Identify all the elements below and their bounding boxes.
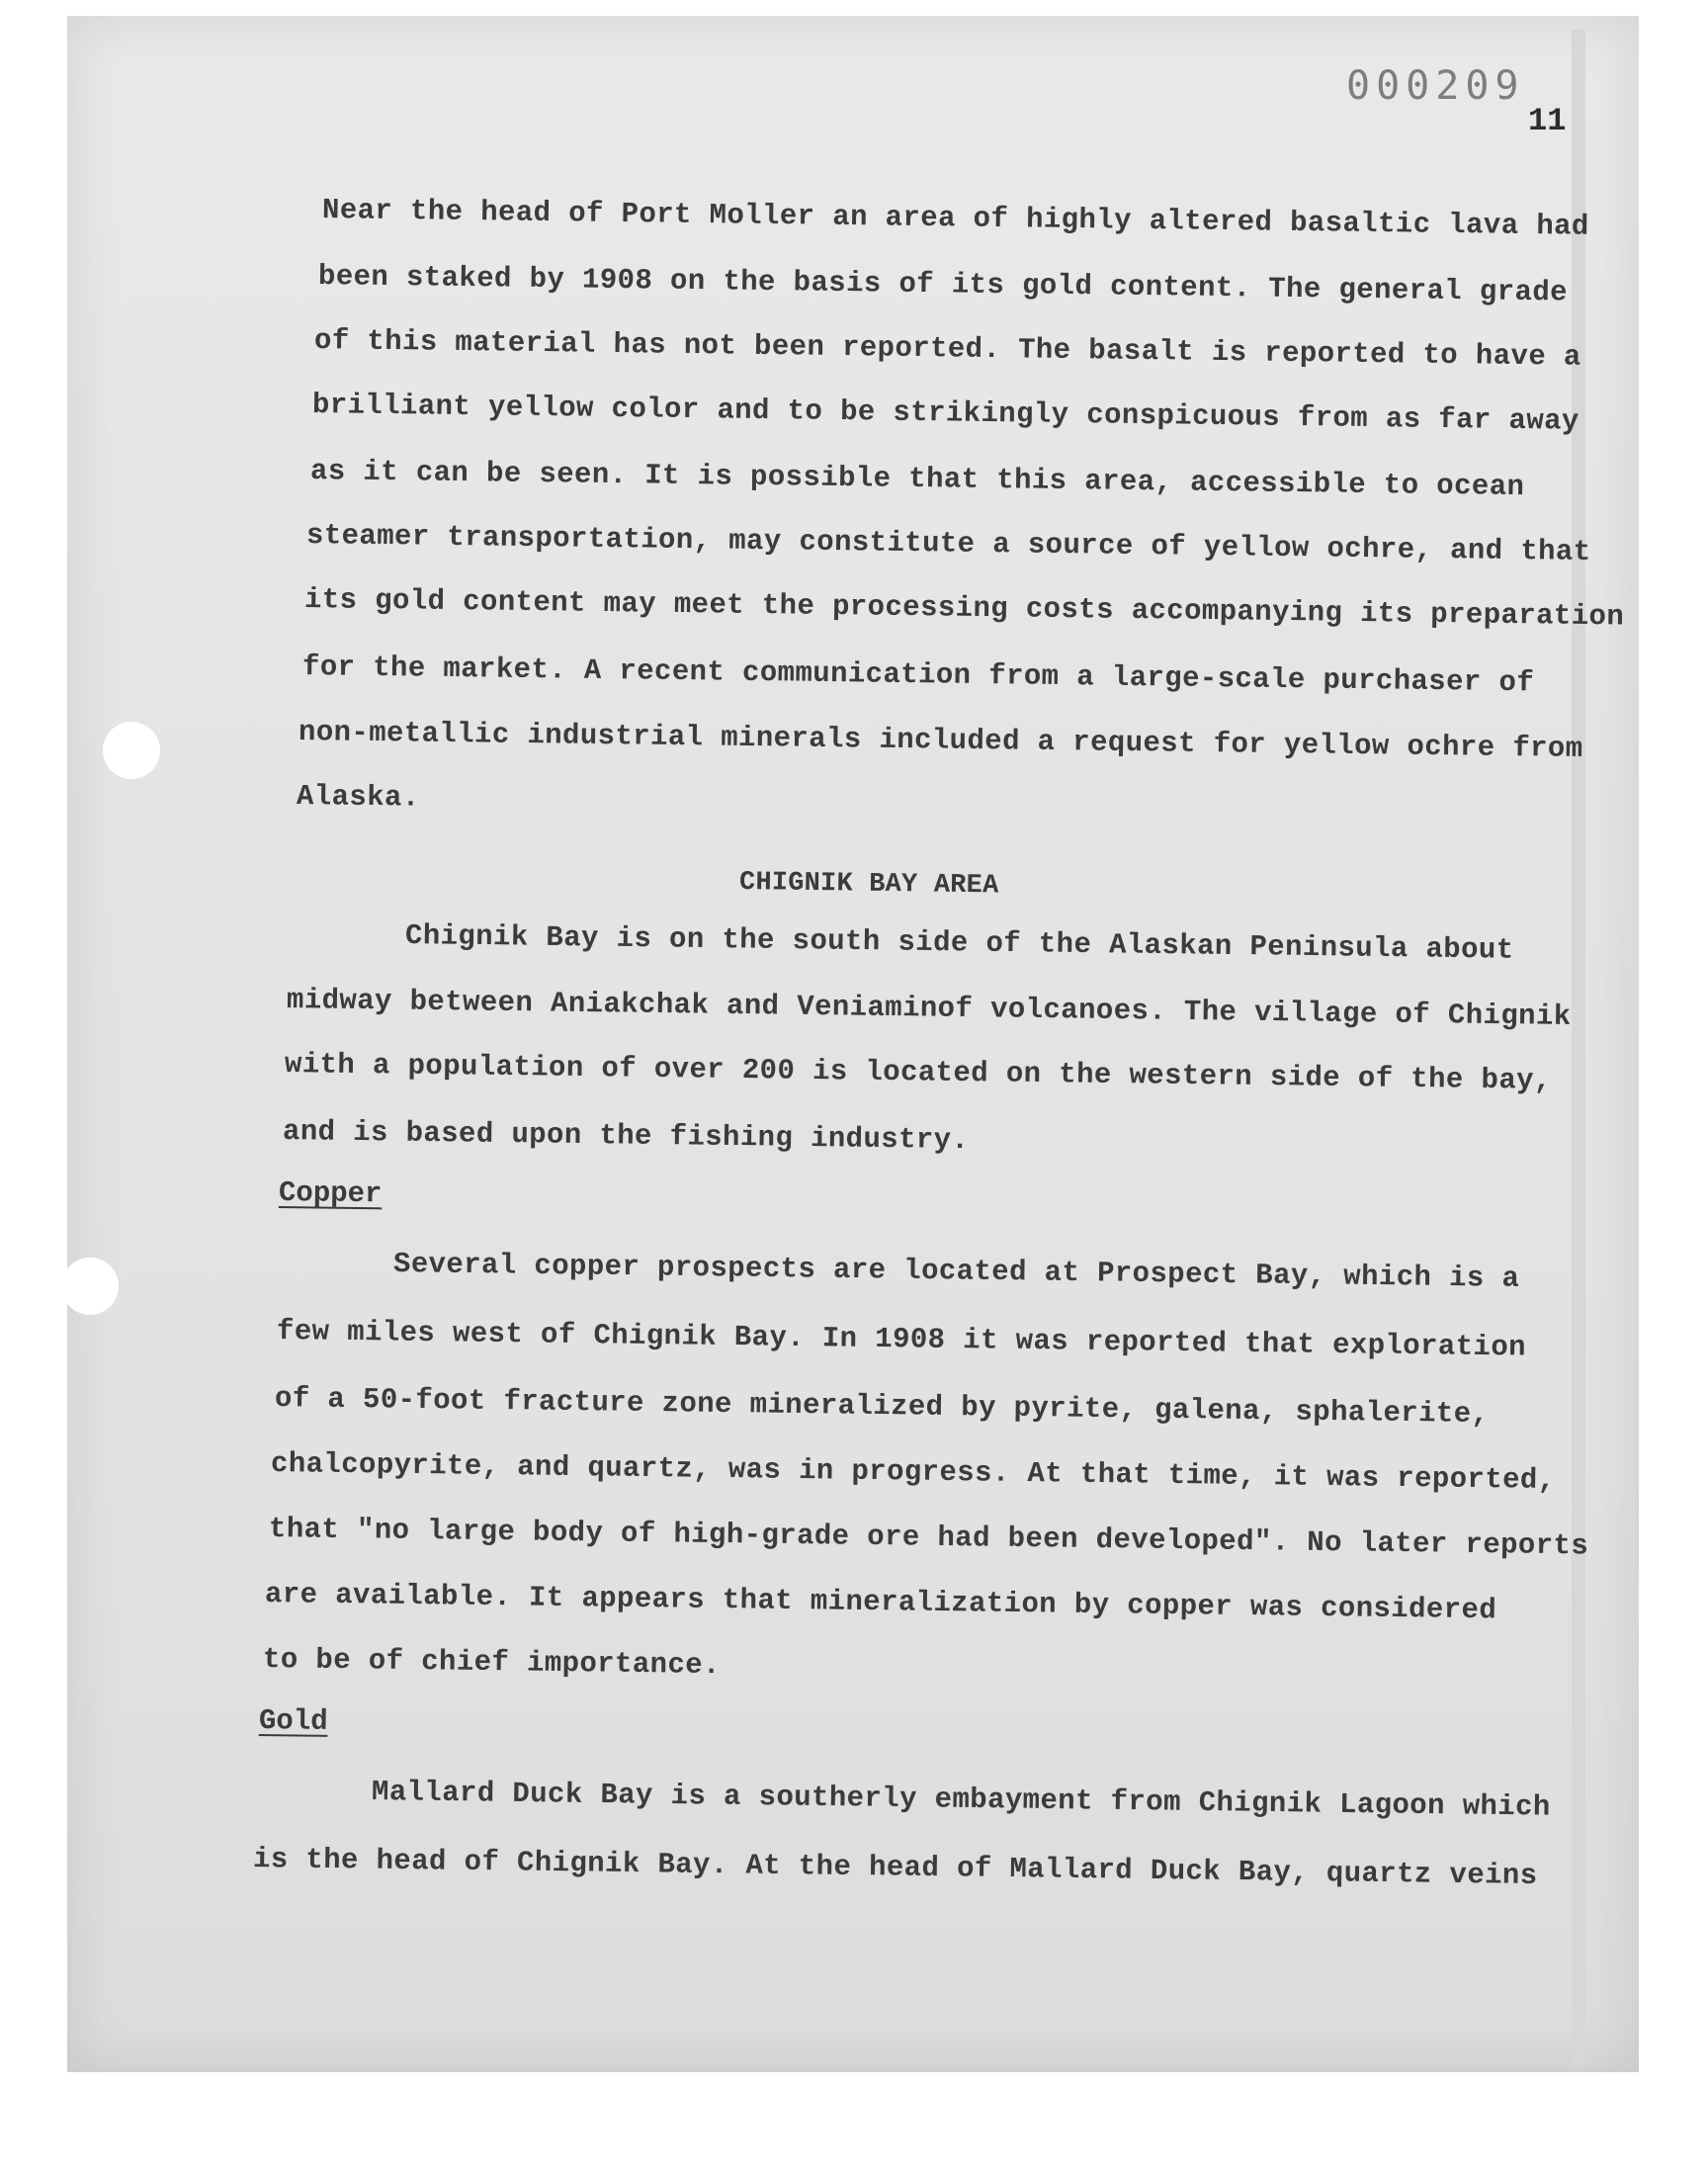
page-edge-shadow — [1572, 30, 1585, 2066]
text-line: of a 50-foot fracture zone mineralized by pyrite, galena, sphalerite, — [274, 1382, 1490, 1432]
text-line: Near the head of Port Moller an area of highly altered basaltic lava had — [321, 194, 1589, 243]
text-line: its gold content may meet the processing costs accompanying its preparation — [303, 583, 1625, 634]
text-line: brilliant yellow color and to be strikingly conspicuous from as far away — [311, 389, 1580, 438]
text-line: non-metallic industrial minerals included a request for yellow ochre from — [298, 716, 1583, 766]
subheading-copper: Copper — [278, 1176, 383, 1211]
text-line: Alaska. — [296, 780, 420, 815]
subheading-gold: Gold — [258, 1704, 328, 1738]
text-line: with a population of over 200 is located on the western side of the bay, — [284, 1048, 1552, 1097]
text-line: chalcopyrite, and quartz, was in progress. At that time, it was reported, — [270, 1447, 1556, 1498]
text-line: been staked by 1908 on the basis of its gold content. The general grade — [317, 260, 1569, 309]
scan-bottom-margin — [0, 2091, 1708, 2175]
text-line: of this material has not been reported. The basalt is reported to have a — [313, 324, 1581, 374]
text-line: for the market. A recent communication from a large-scale purchaser of — [301, 651, 1535, 700]
text-line: and is based upon the fishing industry. — [282, 1115, 970, 1158]
document-page — [67, 16, 1639, 2072]
text-line: few miles west of Chignik Bay. In 1908 it was reported that exploration — [276, 1315, 1527, 1364]
text-line: Chignik Bay is on the south side of the Alaskan Peninsula about — [404, 919, 1514, 967]
text-line: is the head of Chignik Bay. At the head of Mallard Duck Bay, quartz veins — [252, 1843, 1538, 1893]
text-line: steamer transportation, may constitute a source of yellow ochre, and that — [305, 519, 1591, 569]
page-number: 11 — [1528, 103, 1567, 139]
document-stamp-number: 000209 — [1346, 63, 1525, 109]
text-line: midway between Aniakchak and Veniaminof volcanoes. The village of Chignik — [286, 984, 1572, 1034]
text-line: as it can be seen. It is possible that this area, accessible to ocean — [309, 455, 1525, 504]
text-line: that "no large body of high-grade ore had been developed". No later reports — [268, 1513, 1589, 1563]
text-line: are available. It appears that mineralization by copper was considered — [264, 1578, 1497, 1627]
text-line: Mallard Duck Bay is a southerly embayment from Chignik Lagoon which — [371, 1776, 1551, 1824]
text-line: Several copper prospects are located at Prospect Bay, which is a — [392, 1248, 1520, 1295]
punch-hole-upper — [103, 722, 160, 779]
section-heading-chignik-bay: CHIGNIK BAY AREA — [738, 868, 999, 902]
punch-hole-lower — [61, 1258, 119, 1315]
text-line: to be of chief importance. — [262, 1643, 722, 1683]
